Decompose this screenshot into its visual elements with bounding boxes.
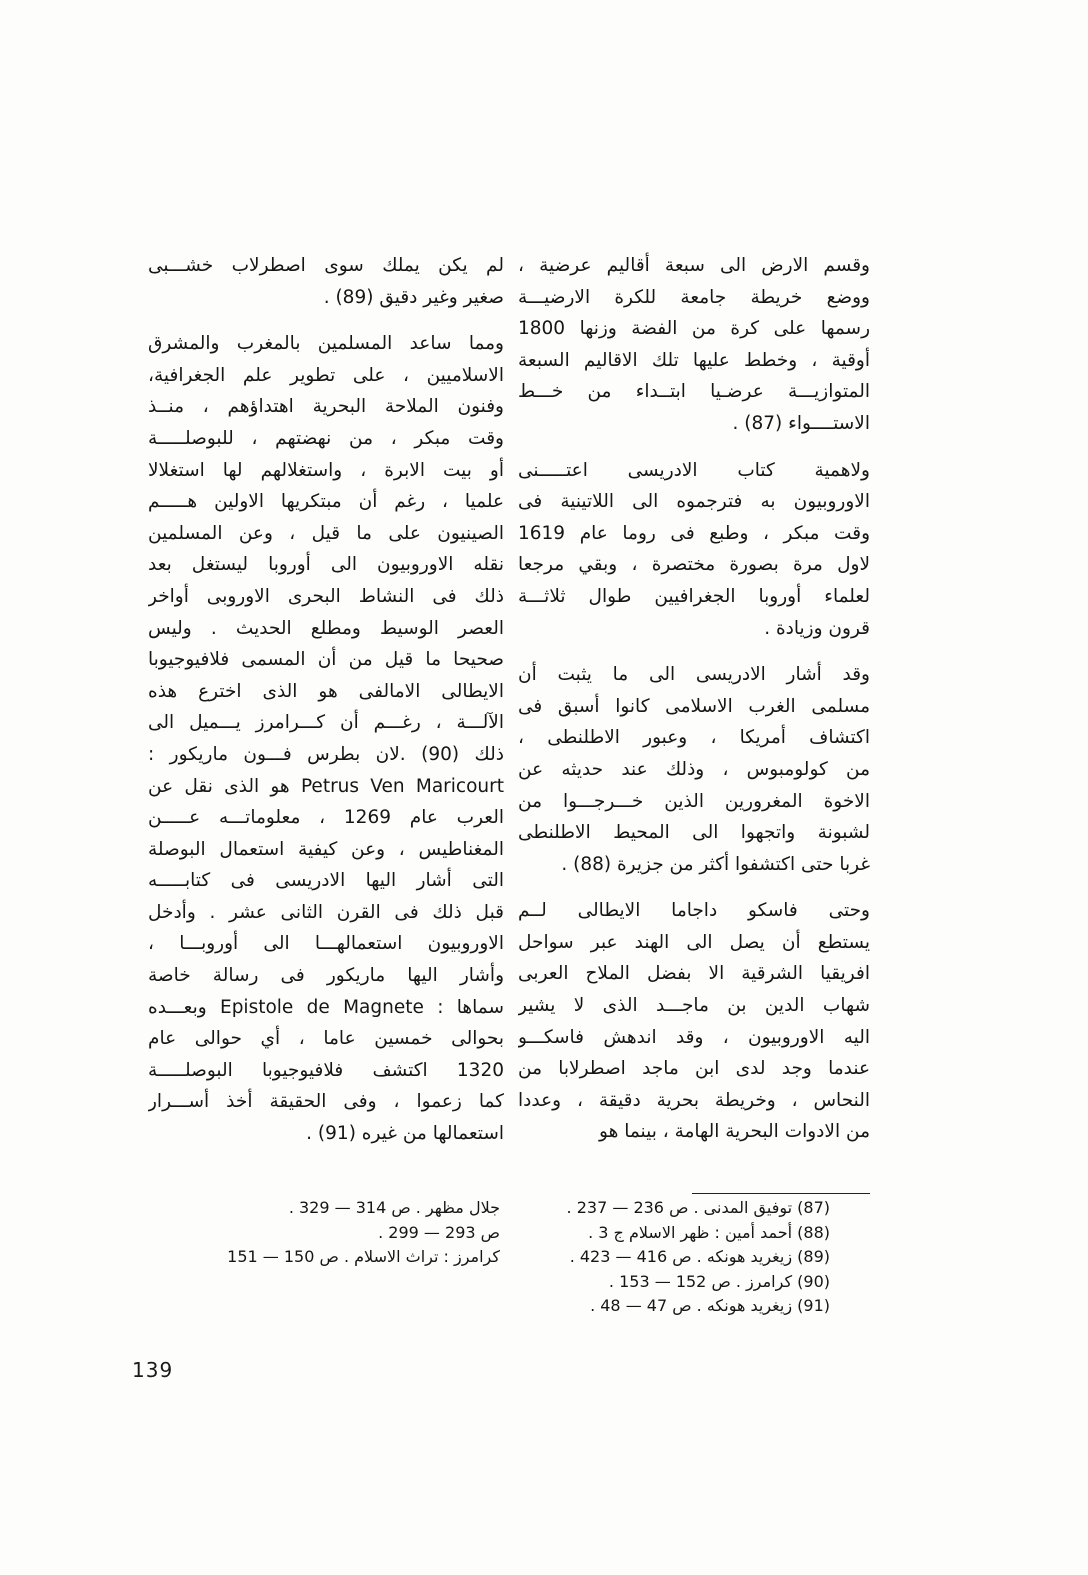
left-column-text-line: Petrus Ven Maricourt هو الذى نقل عن <box>148 775 504 797</box>
left-column-text-line: العرب عام 1269 ، معلوماتـــه عـــــن <box>148 807 504 829</box>
left-column-text-line: وقت مبكر ، من نهضتهم ، للبوصلـــــة <box>148 427 504 449</box>
left-column-text-line: ذلك (90) .لان بطرس فـــون ماريكور : <box>148 743 504 765</box>
right-column-paragraph <box>518 895 870 1148</box>
left-column-text-line: الايطالى الامالفى هو الذى اخترع هذه <box>148 680 504 702</box>
left-column-paragraph <box>148 328 504 1149</box>
right-column-text-line: الاخوة المغرورين الذين خـــرجـــوا من <box>518 790 870 812</box>
footnote-text: (90) كرامرز . ص 152 — 153 . <box>608 1271 830 1291</box>
left-column-text-line: بحوالى خمسين عاما ، أي حوالى عام <box>148 1028 504 1050</box>
left-text-column <box>148 250 504 1165</box>
footnote-separator <box>692 1193 870 1194</box>
left-column-text-line: الصينيون على ما قيل ، وعن المسلمين <box>148 522 504 544</box>
left-column-text-line: التى أشار اليها الادريسى فى كتابـــــه <box>148 870 504 892</box>
left-column-text-line: ومما ساعد المسلمين بالمغرب والمشرق <box>148 333 504 355</box>
left-column-text-line: العصر الوسيط ومطلع الحديث . وليس <box>148 617 504 639</box>
left-column-text-line: أو بيت الابرة ، واستغلالهم لها استغلالا <box>148 459 504 481</box>
right-column-text-line: رسمها على كرة من الفضة وزنها 1800 <box>518 318 870 340</box>
right-column-text-line: من كولومبوس ، وذلك عند حديثه عن <box>518 758 870 780</box>
right-column-text-line: وحتى فاسكو داجاما الايطالى لــم <box>518 900 870 922</box>
footnote-text: (91) زيغريد هونكه . ص 47 — 48 . <box>590 1296 830 1316</box>
right-column-text-line: عندما وجد لدى ابن ماجد اصطرلابا من <box>518 1058 870 1080</box>
footnote-continuation: كرامرز : تراث الاسلام . ص 150 — 151 <box>227 1247 500 1267</box>
right-column-text-line: اكتشاف أمريكا ، وعبور الاطلنطى ، <box>518 727 870 749</box>
left-column-text-line: علميا ، رغم أن مبتكريها الاولين هـــــم <box>148 491 504 513</box>
right-column-text-line: المتوازيـــة عرضـيا ابتــداء من خـــط <box>518 381 870 403</box>
right-column-text-line: لعلماء أوروبا الجغرافيين طوال ثلاثـــة <box>518 585 870 607</box>
footnote-continuation: جلال مظهر . ص 314 — 329 . <box>288 1198 500 1217</box>
footnote-text: (87) توفيق المدنى . ص 236 — 237 . <box>566 1198 830 1217</box>
footnote-continuation: ص 293 — 299 . <box>378 1222 500 1242</box>
footnotes-block <box>148 1196 830 1319</box>
left-column-text-line: كما زعموا ، وفى الحقيقة أخذ أســـرار <box>148 1091 504 1113</box>
right-column-text-line: من الادوات البحرية الهامة ، بينما هو <box>599 1121 870 1143</box>
right-text-column <box>518 250 870 1163</box>
footnote-row <box>148 1270 830 1295</box>
left-column-text-line: وأشار اليها ماريكور فى رسالة خاصة <box>148 965 504 987</box>
right-column-text-line: يستطع أن يصل الى الهند عبر سواحل <box>518 931 870 953</box>
left-column-text-line: الاوروبيون استعمالهـــا الى أوروبـــا ، <box>148 933 504 955</box>
right-column-text-line: لشبونة واتجهوا الى المحيط الاطلنطى <box>518 822 870 844</box>
left-column-text-line: 1320 اكتشف فلافيوجيوبا البوصلـــــة <box>148 1059 504 1081</box>
right-column-text-line: أوقية ، وخطط عليها تلك الاقاليم السبعة <box>518 349 870 371</box>
footnote-text: (88) أحمد أمين : ظهر الاسلام ج 3 . <box>588 1222 830 1242</box>
left-column-text-line: استعمالها من غيره (91) . <box>306 1123 504 1145</box>
right-column-text-line: افريقيا الشرقية الا بفضل الملاح العربى <box>518 963 870 985</box>
right-column-paragraph <box>518 455 870 645</box>
left-column-text-line: صغير وغير دقيق (89) . <box>323 286 504 308</box>
left-column-text-line: نقله الاوروبيون الى أوروبا ليستغل بعد <box>148 554 504 576</box>
footnote-row <box>148 1294 830 1319</box>
right-column-text-line: وقت مبكر ، وطبع فى روما عام 1619 <box>518 522 870 544</box>
right-column-text-line: ووضع خريطة جامعة للكرة الارضيـــة <box>518 286 870 308</box>
right-column-text-line: النحاس ، وخريطة بحرية دقيقة ، وعددا <box>518 1089 870 1111</box>
right-column-text-line: اليه الاوروبيون ، وقد اندهش فاسكـــو <box>518 1026 870 1048</box>
left-column-text-line: الاسلاميين ، على تطوير علم الجغرافية، <box>148 364 504 386</box>
right-column-text-line: ولاهمية كتاب الادريسى اعتـــــنى <box>518 459 870 481</box>
footnote-row <box>148 1221 830 1246</box>
right-column-text-line: لاول مرة بصورة مختصرة ، وبقي مرجعا <box>518 554 870 576</box>
footnote-row <box>148 1196 830 1221</box>
left-column-text-line: الآلـــة ، رغـــم أن كـــرامرز يـــميل الى <box>148 712 504 734</box>
left-column-text-line: وفنون الملاحة البحرية اهتداؤهم ، منــذ <box>148 396 504 418</box>
right-column-text-line: وقد أشار الادريسى الى ما يثبت أن <box>518 664 870 686</box>
right-column-text-line: غربا حتى اكتشفوا أكثر من جزيرة (88) . <box>561 853 870 875</box>
left-column-text-line: ذلك فى النشاط البحرى الاوروبى أواخر <box>148 585 504 607</box>
left-column-text-line: لم يكن يملك سوى اصطرلاب خشـــبى <box>148 255 504 276</box>
right-column-text-line: مسلمى الغرب الاسلامى كانوا أسبق فى <box>518 695 870 717</box>
right-column-paragraph <box>518 659 870 880</box>
right-column-text-line: قرون وزيادة . <box>764 617 870 639</box>
left-column-text-line: سماها : Epistole de Magnete وبعـــده <box>148 996 504 1018</box>
right-column-text-line: الاستــــواء (87) . <box>732 412 870 434</box>
right-column-text-line: الاوروبيون به فترجموه الى اللاتينية فى <box>518 491 870 513</box>
footnote-row <box>148 1245 830 1270</box>
right-column-paragraph <box>518 250 870 440</box>
footnote-continuation <box>148 1270 500 1295</box>
left-column-text-line: صحيحا ما قيل من أن المسمى فلافيوجيوبا <box>148 649 504 671</box>
left-column-text-line: قبل ذلك فى القرن الثانى عشر . وأدخل <box>148 901 504 923</box>
footnote-continuation <box>148 1294 500 1319</box>
right-column-text-line: شهاب الدين بن ماجـــد الذى لا يشير <box>518 995 870 1017</box>
left-column-paragraph <box>148 250 504 313</box>
footnote-text: (89) زيغريد هونكه . ص 416 — 423 . <box>569 1247 830 1267</box>
right-column-text-line: وقسم الارض الى سبعة أقاليم عرضية ، <box>518 255 870 276</box>
left-column-text-line: المغناطيس ، وعن كيفية استعمال البوصلة <box>148 838 504 860</box>
page-number: 139 <box>132 1358 174 1382</box>
